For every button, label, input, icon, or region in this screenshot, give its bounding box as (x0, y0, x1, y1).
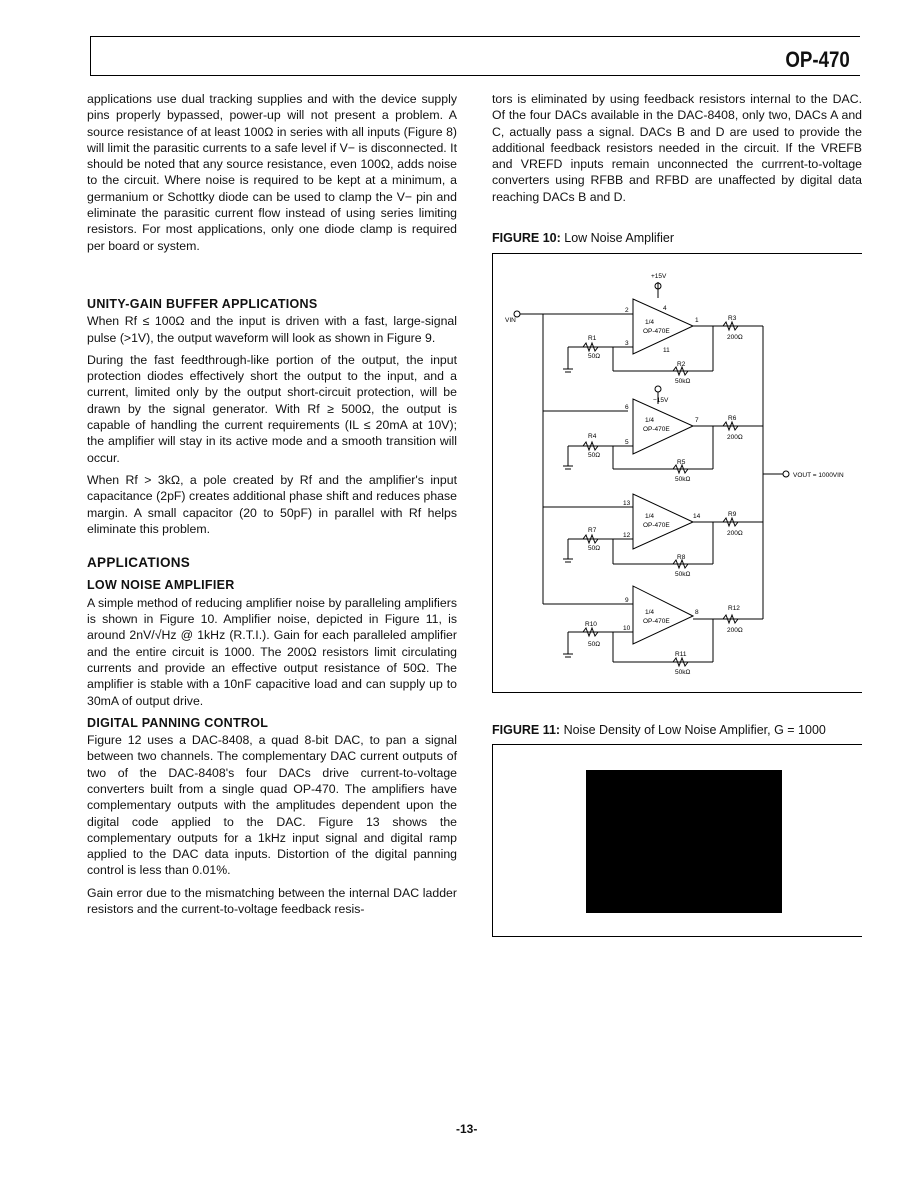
figure10-schematic (492, 253, 862, 693)
left-column (87, 91, 457, 917)
r12-value: 200Ω (727, 627, 743, 634)
amp3-label: 1/4 (645, 513, 655, 520)
unity-gain-p3: When Rf > 3kΩ, a pole created by Rf and the amplifier's input capacitance (2pF) creates additional phase shift and reduces phase margin. A small capacitor (20 to 50pF) in parallel with Rf helps eliminate this problem. (87, 472, 457, 536)
pin-14: 14 (693, 513, 701, 520)
r3-label: R3 (728, 315, 737, 322)
figure11-plot (492, 744, 862, 937)
r4-value: 50Ω (588, 452, 601, 459)
r8-label: R8 (677, 554, 686, 561)
amp2-label: 1/4 (645, 417, 655, 424)
pin-9: 9 (625, 597, 629, 604)
r8-value: 50kΩ (675, 571, 691, 578)
r4-label: R4 (588, 433, 597, 440)
amp2-part: OP-470E (643, 426, 670, 433)
supply-pos-label: +15V (651, 273, 667, 280)
unity-gain-p1: When Rf ≤ 100Ω and the input is driven with a fast, large-signal pulse (>1V), the output waveform will look as shown in Figure 9. (87, 314, 457, 345)
pin-7: 7 (695, 417, 699, 424)
r1-value: 50Ω (588, 353, 601, 360)
amp4-label: 1/4 (645, 609, 655, 616)
part-number: OP-470 (785, 47, 850, 72)
unity-gain-heading: UNITY-GAIN BUFFER APPLICATIONS (87, 296, 318, 311)
r6-label: R6 (728, 415, 737, 422)
r2-label: R2 (677, 361, 686, 368)
vin-label: VIN (505, 317, 516, 324)
right-column (492, 91, 862, 211)
amp4-part: OP-470E (643, 618, 670, 625)
right-continued-text: tors is eliminated by using feedback resistors internal to the DAC. Of the four DACs available in the DAC-8408, only two, DACs A and C, actually pass a signal. DACs B and D are used to provide the additional feedback resistors needed in the circuit. If the VREFB and VREFD inputs remain unconnected the currrent-to-voltage converters using RFBB and RFBD are unaffected by digital data reaching DACs B and D. (492, 92, 862, 204)
figure10-label: FIGURE 10: (492, 231, 561, 245)
r2-value: 50kΩ (675, 378, 691, 385)
pin-3: 3 (625, 340, 629, 347)
r9-label: R9 (728, 511, 737, 518)
r7-value: 50Ω (588, 545, 601, 552)
header-frame (90, 36, 860, 76)
figure10-caption (492, 231, 674, 245)
schematic-svg (493, 254, 863, 694)
low-noise-text: A simple method of reducing amplifier noise by paralleling amplifiers is shown in Figure 10. Amplifier noise, depicted in Figure 11, is around 2nV/√Hz @ 1kHz (R.T.I.). Gain for each paralleled amplifier and the entire circuit is 1000. The 200Ω resistors limit circulating currents and provide an effective output resistance of 50Ω. The amplifier is stable with a 10nF capacitive load and can supply up to 30mA of output drive. (87, 595, 457, 708)
r11-label: R11 (675, 651, 687, 658)
pin-6: 6 (625, 404, 629, 411)
pin-8: 8 (695, 609, 699, 616)
r11-value: 50kΩ (675, 669, 691, 676)
vout-label: VOUT = 1000VIN (793, 472, 844, 479)
r9-value: 200Ω (727, 530, 743, 537)
pin-2: 2 (625, 307, 629, 314)
r6-value: 200Ω (727, 434, 743, 441)
r12-label: R12 (728, 605, 740, 612)
pin-4: 4 (663, 305, 667, 312)
r10-value: 50Ω (588, 641, 601, 648)
page-number: -13- (456, 1122, 478, 1136)
pin-12: 12 (623, 532, 631, 539)
panning-p2: Gain error due to the mismatching between the internal DAC ladder resistors and the current-to-voltage feedback resis- (87, 885, 457, 917)
panning-p1: Figure 12 uses a DAC-8408, a quad 8-bit DAC, to pan a signal between two channels. The complementary DAC current outputs of two of the DAC-8408's four DACs drive current-to-voltage converters built from a single quad OP-470. The amplifiers have complementary outputs with the amplitudes dependent upon the digital code applied to the DAC. Figure 13 shows the complementary outputs for a 1kHz input signal and digital ramp applied to the DAC data inputs. Distortion of the digital panning control is less than 0.01%. (87, 733, 457, 878)
panning-heading: DIGITAL PANNING CONTROL (87, 715, 269, 730)
r10-label: R10 (585, 621, 597, 628)
supply-neg-label: −15V (653, 397, 669, 404)
pin-11: 11 (663, 347, 670, 354)
figure11-caption (492, 723, 826, 737)
unity-gain-p2: During the fast feedthrough-like portion of the output, the input protection diodes effectively short the output to the input, and a current, limited only by the output short-circuit protection, will be drawn by the signal generator. With Rf ≥ 500Ω, the output is capable of handling the current requirements (IL ≤ 20mA at 10V); the amplifier will stay in its active mode and a smooth transition will occur. (87, 352, 457, 465)
figure11-title: Noise Density of Low Noise Amplifier, G = 1000 (563, 723, 826, 737)
low-noise-heading: LOW NOISE AMPLIFIER (87, 578, 235, 593)
figure11-label: FIGURE 11: (492, 723, 561, 737)
pin-5: 5 (625, 439, 629, 446)
figure10-title: Low Noise Amplifier (564, 231, 675, 245)
pin-1: 1 (695, 317, 699, 324)
r1-label: R1 (588, 335, 597, 342)
amp1-label: 1/4 (645, 319, 655, 326)
pin-10: 10 (623, 625, 631, 632)
r5-label: R5 (677, 459, 686, 466)
applications-heading: APPLICATIONS (87, 555, 191, 571)
amp1-part: OP-470E (643, 328, 670, 335)
r3-value: 200Ω (727, 334, 743, 341)
intro-paragraph: applications use dual tracking supplies and with the device supply pins properly bypassed, power-up will not present a problem. A source resistance of at least 100Ω in series with all inputs (Figure 8) will limit the parasitic currents to a safe level if V− is disconnected. It should be noted that any source resistance, even 100Ω, adds noise to the circuit. Where noise is required to be kept at a minimum, a germanium or Schottky diode can be used to clamp the V− pin and eliminate the parasitic current flow instead of using series limiting resistors. For most applications, only one diode clamp is required per board or system. (87, 92, 457, 253)
noise-density-plot-area (586, 770, 782, 913)
pin-13: 13 (623, 500, 631, 507)
r7-label: R7 (588, 527, 597, 534)
r5-value: 50kΩ (675, 476, 691, 483)
amp3-part: OP-470E (643, 522, 670, 529)
